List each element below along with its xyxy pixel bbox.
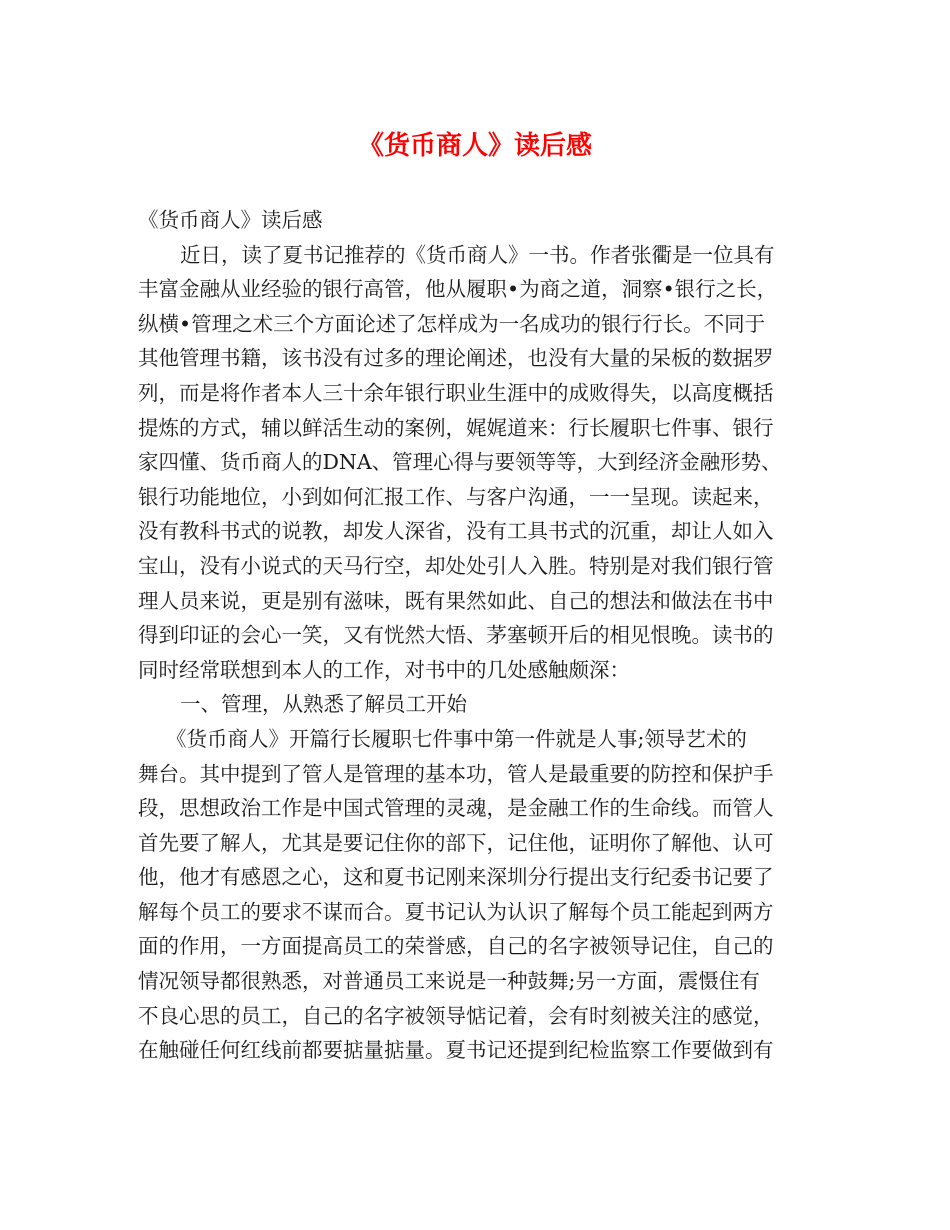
text-line: 首先要了解人，尤其是要记住你的部下，记住他，证明你了解他、认可 (138, 830, 774, 855)
text-line: 得到印证的会心一笑，又有恍然大悟、茅塞顿开后的相见恨晚。读书的 (138, 623, 774, 648)
text-line: 《货币商人》开篇行长履职七件事中第一件就是人事;领导艺术的 (166, 726, 747, 751)
text-line: 不良心思的员工，自己的名字被领导惦记着，会有时刻被关注的感觉， (138, 1003, 774, 1028)
text-line: 列，而是将作者本人三十余年银行职业生涯中的成败得失，以高度概括 (138, 380, 774, 405)
text-line: 舞台。其中提到了管人是管理的基本功，管人是最重要的防控和保护手 (138, 761, 774, 786)
text-line: 纵横•管理之术三个方面论述了怎样成为一名成功的银行行长。不同于 (138, 311, 766, 336)
document-subtitle: 《货币商人》读后感 (138, 208, 323, 232)
text-line: 其他管理书籍，该书没有过多的理论阐述，也没有大量的呆板的数据罗 (138, 346, 774, 371)
text-line: 理人员来说，更是别有滋味，既有果然如此、自己的想法和做法在书中 (138, 588, 774, 613)
text-line: 面的作用，一方面提高员工的荣誉感，自己的名字被领导记住，自己的 (138, 934, 774, 959)
text-line: 一、管理，从熟悉了解员工开始 (180, 692, 467, 717)
text-line: 同时经常联想到本人的工作，对书中的几处感触颇深： (138, 657, 630, 682)
document-title: 《货币商人》读后感 (357, 131, 592, 161)
text-line: 近日，读了夏书记推荐的《货币商人》一书。作者张衢是一位具有 (180, 242, 775, 267)
text-line: 宝山，没有小说式的天马行空，却处处引人入胜。特别是对我们银行管 (138, 553, 774, 578)
text-line: 解每个员工的要求不谋而合。夏书记认为认识了解每个员工能起到两方 (138, 899, 774, 924)
paragraph-lines (138, 238, 814, 1068)
text-line: 段，思想政治工作是中国式管理的灵魂，是金融工作的生命线。而管人 (138, 796, 774, 821)
text-line: 银行功能地位，小到如何汇报工作、与客户沟通，一一呈现。读起来， (138, 484, 774, 509)
document-body (138, 203, 814, 1068)
text-line: 在触碰任何红线前都要掂量掂量。夏书记还提到纪检监察工作要做到有 (138, 1038, 774, 1063)
text-line: 他，他才有感恩之心，这和夏书记刚来深圳分行提出支行纪委书记要了 (138, 865, 774, 890)
text-line: 情况领导都很熟悉，对普通员工来说是一种鼓舞;另一方面，震慑住有 (138, 969, 760, 994)
text-line: 家四懂、货币商人的DNA、管理心得与要领等等，大到经济金融形势、 (138, 450, 782, 475)
text-line: 丰富金融从业经验的银行高管，他从履职•为商之道，洞察•银行之长， (138, 277, 778, 302)
text-line: 提炼的方式，辅以鲜活生动的案例，娓娓道来：行长履职七件事、银行 (138, 415, 774, 440)
text-line: 没有教科书式的说教，却发人深省，没有工具书式的沉重，却让人如入 (138, 519, 774, 544)
